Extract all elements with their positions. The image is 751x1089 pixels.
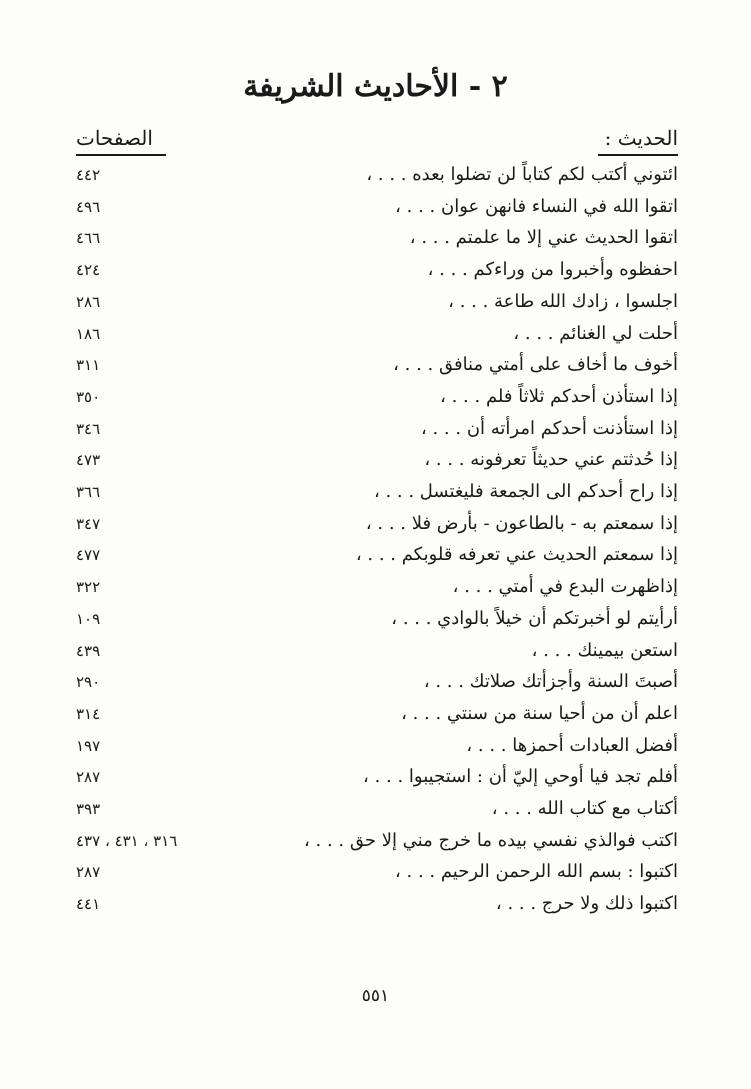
page-numbers: ١٠٩: [76, 609, 101, 628]
hadith-text: أرأيتم لو أخبرتكم أن خيلاً بالوادي . . . ،: [391, 607, 678, 629]
hadith-text: إذا راح أحدكم الى الجمعة فليغتسل . . . ،: [373, 481, 678, 502]
index-entry: [0, 762, 751, 794]
index-entry: [0, 826, 751, 858]
index-entry: [0, 160, 751, 192]
hadith-text: أصبتَ السنة وأجزأتك صلاتك . . . ،: [423, 671, 678, 693]
hadith-text: اكتبوا : بسم الله الرحمن الرحيم . . . ،: [394, 861, 678, 883]
page-numbers: ٣١٤: [76, 704, 101, 723]
page-numbers: ٢٨٧: [76, 768, 101, 787]
hadith-text: إذا حُدثتم عني حديثاً تعرفونه . . . ،: [424, 449, 678, 471]
index-entry: [0, 477, 751, 509]
page-numbers: ٤٣٩: [76, 641, 101, 660]
index-entry: [0, 414, 751, 446]
hadith-text: اعلم أن من أحيا سنة من سنتي . . . ،: [401, 702, 678, 724]
page-number: ٥٥١: [361, 986, 390, 1006]
hadith-text: أفضل العبادات أحمزها . . . ،: [466, 734, 678, 756]
hadith-text: اكتبوا ذلك ولا حرج . . . ،: [495, 893, 678, 915]
index-entry: [0, 255, 751, 287]
index-entry: [0, 319, 751, 351]
hadith-text: اتقوا الله في النساء فانهن عوان . . . ،: [395, 195, 678, 217]
page-numbers: ٤٦٦: [76, 229, 101, 248]
hadith-text: إذا استأذن أحدكم ثلاثاً فلم . . . ،: [440, 385, 678, 407]
index-entry: [0, 350, 751, 382]
page-numbers: ٤٤١: [76, 895, 101, 914]
page-numbers: ٣٢٢: [76, 578, 101, 597]
hadith-text: ائتوني أكتب لكم كتاباً لن تضلوا بعده . . . ،: [366, 164, 678, 185]
page-numbers: ٤٧٧: [76, 546, 101, 565]
index-entry: [0, 192, 751, 224]
page-numbers: ٣٦٦: [76, 483, 101, 501]
hadith-text: أخوف ما أخاف على أمتي منافق . . . ،: [393, 354, 678, 376]
hadith-text: إذا سمعتم به - بالطاعون - بأرض فلا . . . ،: [365, 512, 678, 534]
index-entry: [0, 509, 751, 541]
page-title: ٢ - الأحاديث الشريفة: [243, 69, 508, 104]
index-entry: [0, 731, 751, 763]
hadith-text: أحلت لي الغنائم . . . ،: [513, 322, 678, 344]
index-entry: [0, 667, 751, 699]
hadith-text: اكتب فوالذي نفسي بيده ما خرج مني إلا حق . . . ،: [303, 829, 678, 851]
pages-column-header: الصفحات: [76, 126, 153, 150]
index-entry: [0, 794, 751, 826]
pages-header-underline: [76, 154, 166, 156]
index-entry: [0, 699, 751, 731]
page-numbers: ١٩٧: [76, 736, 101, 755]
hadith-text: إذا استأذنت أحدكم امرأته أن . . . ،: [420, 417, 678, 439]
page-numbers: ٣٩٣: [76, 800, 101, 818]
hadith-text: إذاظهرت البدع في أمتي . . . ،: [452, 576, 678, 598]
hadith-text: اجلسوا ، زادك الله طاعة . . . ،: [448, 290, 678, 312]
index-entry: [0, 382, 751, 414]
index-entry: [0, 287, 751, 319]
index-entry: [0, 572, 751, 604]
index-entry: [0, 540, 751, 572]
index-entry: [0, 857, 751, 889]
page-numbers: ٤٤٢: [76, 166, 101, 184]
hadith-text: أكتاب مع كتاب الله . . . ،: [491, 798, 678, 819]
page-numbers: ٣٥٠: [76, 387, 101, 406]
hadith-header-underline: [598, 154, 678, 156]
index-entry: [0, 223, 751, 255]
index-entry: [0, 636, 751, 668]
page-numbers: ٤٧٣: [76, 451, 101, 470]
hadith-text: استعن بيمينك . . . ،: [531, 639, 678, 661]
page-numbers: ٣٤٦: [76, 419, 101, 438]
index-entry: [0, 889, 751, 921]
page-numbers: ٣٤٧: [76, 514, 101, 533]
index-entry: [0, 604, 751, 636]
page-numbers: ٣١٦ ، ٤٣١ ، ٤٣٧: [76, 831, 178, 850]
hadith-text: أفلم تجد فيا أوحي إليّ أن : استجيبوا . . . ،: [363, 766, 678, 788]
page-numbers: ١٨٦: [76, 324, 101, 343]
page-numbers: ٤٢٤: [76, 261, 101, 280]
page-numbers: ٢٨٧: [76, 863, 101, 882]
index-entry: [0, 445, 751, 477]
hadith-text: إذا سمعتم الحديث عني تعرفه قلوبكم . . . ،: [355, 544, 678, 566]
hadith-column-header: الحديث :: [604, 126, 678, 150]
page-numbers: ٣١١: [76, 356, 101, 375]
hadith-text: احفظوه وأخبروا من وراءكم . . . ،: [427, 259, 678, 281]
page-numbers: ٢٩٠: [76, 673, 101, 692]
hadith-text: اتقوا الحديث عني إلا ما علمتم . . . ،: [409, 227, 678, 249]
page-numbers: ٤٩٦: [76, 197, 101, 216]
page-numbers: ٢٨٦: [76, 292, 101, 311]
